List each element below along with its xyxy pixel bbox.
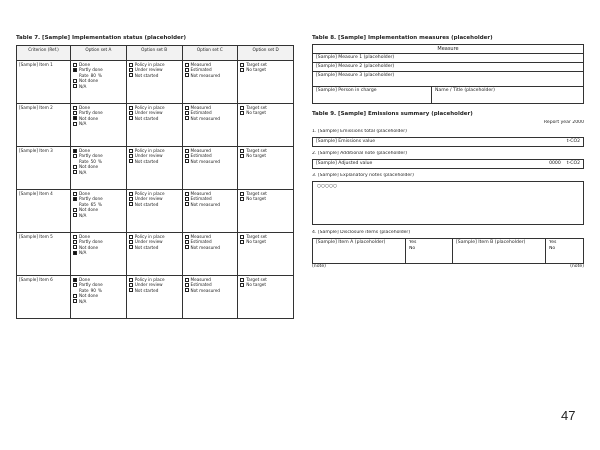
checkbox-icon[interactable]: [129, 197, 133, 201]
option-label: Under review: [134, 282, 163, 288]
table7-options-cell: [238, 276, 294, 319]
table7-header-2: Option set B: [126, 46, 182, 61]
option-label: Not started: [134, 201, 159, 207]
option-label: Policy in place: [134, 62, 165, 67]
table8-manager-row: [313, 86, 583, 103]
option-label: Estimated: [190, 153, 212, 159]
option-label: Not measured: [190, 287, 221, 293]
section4-options-1: [406, 239, 453, 263]
option-label: Estimated: [190, 67, 212, 73]
percent-label: Rate: [79, 158, 89, 164]
right-page: [312, 34, 584, 270]
checkbox-icon[interactable]: [73, 116, 77, 120]
checkbox-icon[interactable]: [185, 278, 189, 282]
table7-header-0: Criterion (Ref.): [17, 46, 71, 61]
checkbox-icon[interactable]: [129, 154, 133, 158]
checkbox-icon[interactable]: [73, 111, 77, 115]
percent-value: 50: [90, 158, 96, 164]
checkbox-icon[interactable]: [73, 192, 77, 196]
table7-row: [17, 147, 294, 190]
table7-options-cell: [182, 61, 238, 104]
section4-title: 4. [Sample] Disclosure items (placeholder): [312, 230, 411, 235]
section4-opt3[interactable]: Yes: [549, 240, 557, 245]
option-label: Not started: [134, 158, 159, 164]
option-line: [129, 288, 180, 293]
checkbox-icon[interactable]: [185, 68, 189, 72]
checkbox-icon[interactable]: [73, 294, 77, 298]
section1-row: [Sample] Emissions value: [316, 139, 376, 144]
status-option: [73, 170, 124, 175]
checkbox-icon[interactable]: [129, 159, 133, 163]
table7-options-cell: [238, 104, 294, 147]
table7-row-label: [Sample] Item 5: [17, 233, 71, 276]
checkbox-icon[interactable]: [73, 170, 77, 174]
table8-manager-value: Name / Title (placeholder): [435, 88, 495, 93]
table7-status-cell: [71, 61, 127, 104]
section2-unit: t-CO2: [566, 161, 580, 166]
section3-title: 3. [Sample] Explanatory notes (placeholder): [312, 173, 414, 178]
table7-header-4: Option set D: [238, 46, 294, 61]
section4-cell2: [Sample] Item B (placeholder): [453, 239, 546, 263]
option-label: Measured: [190, 191, 211, 196]
report-year-label: Report year: [543, 120, 571, 125]
option-label: Measured: [190, 148, 211, 153]
table7-header-1: Option set A: [71, 46, 127, 61]
table7-options-cell: [182, 147, 238, 190]
section1-unit: t-CO2: [566, 139, 580, 144]
checkbox-icon[interactable]: [185, 192, 189, 196]
checkbox-icon[interactable]: [73, 235, 77, 239]
table7-row-label: [Sample] Item 2: [17, 104, 71, 147]
note-right: (note): [570, 264, 584, 269]
option-line: [129, 73, 180, 78]
section4-opt1[interactable]: Yes: [409, 240, 417, 245]
table8-row: [313, 71, 583, 86]
checkbox-icon[interactable]: [73, 63, 77, 67]
checkbox-icon[interactable]: [129, 149, 133, 153]
checkbox-icon[interactable]: [240, 63, 244, 67]
checkbox-icon[interactable]: [73, 165, 77, 169]
option-label: Under review: [134, 110, 163, 116]
percent-value: 65: [90, 201, 96, 207]
option-label: Policy in place: [134, 234, 165, 239]
table7-row-label: [Sample] Item 6: [17, 276, 71, 319]
table8-row: [313, 53, 583, 62]
option-label: Policy in place: [134, 105, 165, 110]
checkbox-icon[interactable]: [185, 240, 189, 244]
status-option-label: N/A: [79, 83, 87, 89]
checkbox-icon[interactable]: [129, 116, 133, 120]
checkbox-icon[interactable]: [129, 111, 133, 115]
checkbox-icon[interactable]: [185, 202, 189, 206]
option-line: [129, 116, 180, 121]
status-option-label: Not done: [79, 164, 99, 170]
option-line: [240, 282, 291, 287]
table8: [312, 44, 584, 104]
status-option-label: Partly done: [79, 153, 103, 159]
table7-options-cell: [238, 190, 294, 233]
checkbox-icon[interactable]: [129, 73, 133, 77]
table7-status-cell: [71, 147, 127, 190]
table7-options-cell: [182, 233, 238, 276]
table7-options-cell: [182, 104, 238, 147]
table7-options-cell: [126, 104, 182, 147]
checkbox-icon[interactable]: [185, 245, 189, 249]
checkbox-icon[interactable]: [129, 63, 133, 67]
note-left: (note): [312, 264, 326, 269]
checkbox-icon[interactable]: [240, 149, 244, 153]
checkbox-icon[interactable]: [240, 111, 244, 115]
table7-options-cell: [182, 276, 238, 319]
checkbox-icon[interactable]: [185, 154, 189, 158]
checkbox-icon[interactable]: [73, 251, 77, 255]
table8-header: Measure: [437, 46, 459, 52]
percent-label: Rate: [79, 287, 89, 293]
option-label: Estimated: [190, 239, 212, 245]
status-option-label: N/A: [79, 298, 87, 304]
status-option: [73, 84, 124, 89]
checkbox-icon[interactable]: [73, 122, 77, 126]
checkbox-icon[interactable]: [73, 213, 77, 217]
option-label: Under review: [134, 196, 163, 202]
table7-row: [17, 190, 294, 233]
option-label: Policy in place: [134, 148, 165, 153]
table7-options-cell: [238, 61, 294, 104]
left-page: [16, 34, 294, 319]
option-label: Estimated: [190, 282, 212, 288]
option-label: No target: [246, 196, 267, 202]
checkbox-icon[interactable]: [240, 154, 244, 158]
table7-status-cell: [71, 104, 127, 147]
status-option-label: Not done: [79, 244, 99, 250]
checkbox-icon[interactable]: [240, 68, 244, 72]
percent-unit: %: [97, 201, 102, 207]
checkbox-icon[interactable]: [73, 299, 77, 303]
status-option-label: Done: [79, 191, 91, 196]
option-label: Not measured: [190, 158, 221, 164]
table7-options-cell: [126, 147, 182, 190]
checkbox-icon[interactable]: [73, 245, 77, 249]
table7-options-cell: [182, 190, 238, 233]
checkbox-icon[interactable]: [73, 154, 77, 158]
table7-row-label: [Sample] Item 3: [17, 147, 71, 190]
checkbox-icon[interactable]: [129, 68, 133, 72]
section2-text: 2. [Sample] Additional note (placeholder): [312, 151, 408, 156]
option-line: [185, 202, 236, 207]
checkbox-icon[interactable]: [129, 235, 133, 239]
percent-unit: %: [97, 158, 102, 164]
checkbox-icon[interactable]: [185, 73, 189, 77]
option-label: Not started: [134, 287, 159, 293]
status-option-label: Partly done: [79, 239, 103, 245]
option-label: Measured: [190, 277, 211, 282]
option-label: No target: [246, 282, 267, 288]
checkbox-icon[interactable]: [185, 197, 189, 201]
table9-caption: Table 9. [Sample] Emissions summary (placeholder): [312, 111, 473, 117]
table7-row: [17, 276, 294, 319]
option-label: Target set: [246, 148, 267, 153]
checkbox-icon[interactable]: [129, 283, 133, 287]
table7-status-cell: [71, 276, 127, 319]
status-option-label: Partly done: [79, 196, 103, 202]
table7-header-3: Option set C: [182, 46, 238, 61]
table7-body: [17, 61, 294, 319]
checkbox-icon[interactable]: [73, 240, 77, 244]
option-label: Not measured: [190, 72, 221, 78]
status-option: [73, 213, 124, 218]
option-line: [129, 159, 180, 164]
checkbox-icon[interactable]: [73, 84, 77, 88]
percent-unit: %: [97, 287, 102, 293]
checkbox-icon[interactable]: [73, 106, 77, 110]
checkbox-icon[interactable]: [185, 283, 189, 287]
checkbox-icon[interactable]: [129, 192, 133, 196]
table7-row: [17, 61, 294, 104]
section4-opt4[interactable]: No: [549, 246, 556, 251]
status-option-label: N/A: [79, 212, 87, 218]
section2-row: [Sample] Adjusted value: [316, 161, 373, 166]
table7: [16, 45, 294, 319]
option-label: Not measured: [190, 244, 221, 250]
option-label: Not started: [134, 115, 159, 121]
section3-box: [312, 181, 584, 225]
table7-options-cell: [238, 147, 294, 190]
status-option: [73, 299, 124, 304]
table8-header-row: [313, 45, 583, 53]
table7-row-label: [Sample] Item 4: [17, 190, 71, 233]
status-option-label: Done: [79, 234, 91, 239]
status-option-label: N/A: [79, 121, 87, 127]
table7-options-cell: [238, 233, 294, 276]
checkbox-icon[interactable]: [240, 197, 244, 201]
option-label: Estimated: [190, 196, 212, 202]
table8-item-3: [Sample] Measure 3 (placeholder): [316, 73, 395, 78]
status-option: [73, 250, 124, 255]
option-label: Measured: [190, 234, 211, 239]
option-line: [185, 116, 236, 121]
section4-options-2: [546, 239, 583, 263]
percent-value: 80: [90, 72, 96, 78]
percent-label: Rate: [79, 72, 89, 78]
table7-header-row: [17, 46, 294, 61]
checkbox-icon[interactable]: [73, 197, 77, 201]
option-label: Not measured: [190, 201, 221, 207]
option-label: Estimated: [190, 110, 212, 116]
option-label: Target set: [246, 105, 267, 110]
status-option-label: Partly done: [79, 282, 103, 288]
option-line: [185, 245, 236, 250]
option-label: Under review: [134, 67, 163, 73]
section1-title: 1. [Sample] Emissions total (placeholder): [312, 129, 407, 134]
section4-cell1: [Sample] Item A (placeholder): [313, 239, 406, 263]
status-option-label: Done: [79, 277, 91, 282]
option-line: [240, 196, 291, 201]
checkbox-icon[interactable]: [185, 116, 189, 120]
option-line: [240, 67, 291, 72]
table7-caption: Table 7. [Sample] Implementation status (placeholder): [16, 35, 186, 41]
checkbox-icon[interactable]: [129, 202, 133, 206]
status-option-label: Done: [79, 62, 91, 67]
checkbox-icon[interactable]: [129, 245, 133, 249]
table7-status-cell: [71, 190, 127, 233]
percent-label: Rate: [79, 201, 89, 207]
checkbox-icon[interactable]: [73, 68, 77, 72]
section2-value: 0000: [549, 161, 561, 166]
option-label: No target: [246, 239, 267, 245]
checkbox-icon[interactable]: [73, 208, 77, 212]
option-line: [240, 110, 291, 115]
checkbox-icon[interactable]: [129, 106, 133, 110]
checkbox-icon[interactable]: [185, 159, 189, 163]
checkbox-icon[interactable]: [73, 283, 77, 287]
status-option-label: N/A: [79, 250, 87, 256]
option-label: Policy in place: [134, 191, 165, 196]
status-option-label: Not done: [79, 78, 99, 84]
status-option-label: Done: [79, 105, 91, 110]
table7-status-cell: [71, 233, 127, 276]
option-label: No target: [246, 110, 267, 116]
table8-row: [313, 62, 583, 71]
section4-opt2[interactable]: No: [409, 246, 416, 251]
checkbox-icon[interactable]: [185, 63, 189, 67]
checkbox-icon[interactable]: [129, 278, 133, 282]
checkbox-icon[interactable]: [185, 149, 189, 153]
option-line: [129, 202, 180, 207]
report-year-value: 2000: [572, 120, 584, 125]
table7-options-cell: [126, 61, 182, 104]
option-label: Measured: [190, 105, 211, 110]
table7-options-cell: [126, 233, 182, 276]
table8-caption: Table 8. [Sample] Implementation measures (placeholder): [312, 35, 493, 41]
status-option-label: Not done: [79, 207, 99, 213]
checkbox-icon[interactable]: [240, 235, 244, 239]
checkbox-icon[interactable]: [185, 288, 189, 292]
checkbox-icon[interactable]: [73, 278, 77, 282]
option-label: Target set: [246, 234, 267, 239]
table7-options-cell: [126, 276, 182, 319]
status-option-label: Partly done: [79, 110, 103, 116]
checkbox-icon[interactable]: [240, 240, 244, 244]
percent-unit: %: [97, 72, 102, 78]
option-line: [185, 73, 236, 78]
option-label: Target set: [246, 191, 267, 196]
table8-manager-label: [Sample] Person in charge: [313, 87, 432, 103]
table8-item-1: [Sample] Measure 1 (placeholder): [316, 55, 395, 60]
checkbox-icon[interactable]: [240, 283, 244, 287]
status-option-label: Not done: [79, 293, 99, 299]
checkbox-icon[interactable]: [240, 192, 244, 196]
table7-row: [17, 104, 294, 147]
checkbox-icon[interactable]: [129, 288, 133, 292]
option-label: Under review: [134, 153, 163, 159]
table8-item-2: [Sample] Measure 2 (placeholder): [316, 64, 395, 69]
option-line: [185, 159, 236, 164]
checkbox-icon[interactable]: [240, 278, 244, 282]
table7-row-label: [Sample] Item 1: [17, 61, 71, 104]
section3-content: ○○○○○: [317, 184, 338, 189]
percent-value: 90: [90, 287, 96, 293]
checkbox-icon[interactable]: [129, 240, 133, 244]
option-label: No target: [246, 153, 267, 159]
section1-box: [312, 137, 584, 147]
option-label: Not started: [134, 244, 159, 250]
checkbox-icon[interactable]: [240, 106, 244, 110]
status-option-label: Not done: [79, 115, 99, 121]
table7-options-cell: [126, 190, 182, 233]
option-label: No target: [246, 67, 267, 73]
option-label: Target set: [246, 277, 267, 282]
option-label: Not measured: [190, 115, 221, 121]
option-line: [129, 245, 180, 250]
report-year: [312, 120, 584, 126]
status-option-label: Done: [79, 148, 91, 153]
status-option-label: Partly done: [79, 67, 103, 73]
option-label: Not started: [134, 72, 159, 78]
status-option-label: N/A: [79, 169, 87, 175]
option-line: [240, 153, 291, 158]
status-option: [73, 121, 124, 126]
checkbox-icon[interactable]: [73, 149, 77, 153]
option-label: Under review: [134, 239, 163, 245]
option-label: Measured: [190, 62, 211, 67]
checkbox-icon[interactable]: [185, 106, 189, 110]
option-line: [240, 239, 291, 244]
option-label: Policy in place: [134, 277, 165, 282]
checkbox-icon[interactable]: [73, 79, 77, 83]
option-label: Target set: [246, 62, 267, 67]
checkbox-icon[interactable]: [185, 111, 189, 115]
checkbox-icon[interactable]: [185, 235, 189, 239]
table7-row: [17, 233, 294, 276]
option-line: [185, 288, 236, 293]
section2-box: [312, 159, 584, 169]
section4-box: [312, 238, 584, 264]
section4-notes: [312, 264, 584, 270]
page-number: 47: [561, 408, 576, 423]
